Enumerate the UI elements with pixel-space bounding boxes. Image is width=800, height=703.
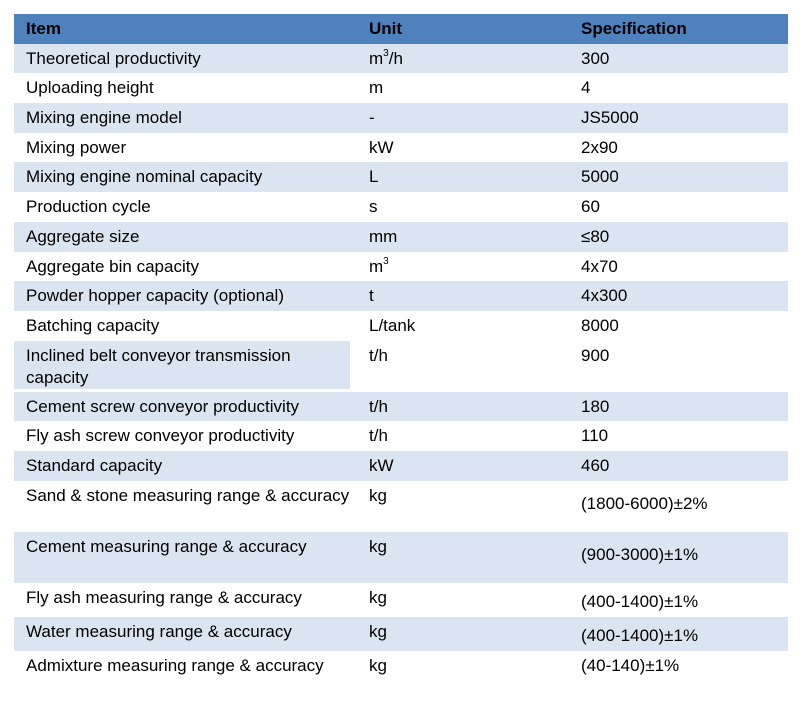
row-item: Mixing power bbox=[26, 137, 127, 157]
row-item: Sand & stone measuring range & accuracy bbox=[26, 485, 350, 505]
row-item: Fly ash screw conveyor productivity bbox=[26, 426, 295, 446]
row-unit: L/tank bbox=[369, 315, 416, 335]
row-spec: 180 bbox=[581, 396, 610, 416]
row-unit: $m^3$ bbox=[369, 255, 389, 276]
row-unit: mm bbox=[369, 226, 398, 246]
row-spec: 4x70 bbox=[581, 256, 618, 276]
row-item: Cement screw conveyor productivity bbox=[26, 396, 300, 416]
row-spec: (40-140)±1% bbox=[581, 655, 680, 675]
row-item: Mixing engine model bbox=[26, 108, 182, 128]
table-row bbox=[14, 44, 788, 74]
row-unit: kg bbox=[369, 587, 387, 607]
table-row bbox=[14, 532, 788, 583]
table-header-row bbox=[14, 14, 788, 44]
table-row bbox=[14, 583, 788, 617]
row-item: Fly ash measuring range & accuracy bbox=[26, 587, 302, 607]
row-item: Aggregate bin capacity bbox=[26, 256, 199, 276]
table-row bbox=[14, 73, 788, 103]
row-unit: L bbox=[369, 167, 379, 187]
specification-table bbox=[14, 14, 788, 702]
row-item: Mixing engine nominal capacity bbox=[26, 167, 263, 187]
row-spec: 4x300 bbox=[581, 286, 628, 306]
row-spec: JS5000 bbox=[581, 108, 639, 128]
table-row bbox=[14, 651, 788, 702]
table-row bbox=[14, 451, 788, 481]
row-spec: (1800-6000)±2% bbox=[581, 493, 708, 513]
row-unit: kW bbox=[369, 455, 394, 475]
row-unit: t/h bbox=[369, 396, 388, 416]
row-spec: 110 bbox=[581, 426, 609, 446]
row-item: Cement measuring range & accuracy bbox=[26, 536, 307, 556]
row-spec: 8000 bbox=[581, 315, 619, 335]
row-item: Powder hopper capacity (optional) bbox=[26, 286, 284, 306]
row-spec: 60 bbox=[581, 197, 600, 217]
row-spec: ≤80 bbox=[581, 226, 610, 246]
table-row bbox=[14, 392, 788, 422]
row-spec: (400-1400)±1% bbox=[581, 591, 699, 611]
row-spec: (400-1400)±1% bbox=[581, 625, 699, 645]
row-unit: $m^3/h$ bbox=[369, 47, 403, 68]
row-spec: 4 bbox=[581, 78, 591, 98]
table-row bbox=[14, 281, 788, 311]
row-item: Admixture measuring range & accuracy bbox=[26, 655, 324, 675]
table-row bbox=[14, 481, 788, 532]
row-spec: 300 bbox=[581, 48, 610, 68]
table-row bbox=[14, 341, 788, 392]
row-unit: kg bbox=[369, 536, 387, 556]
row-item: Theoretical productivity bbox=[26, 48, 201, 68]
row-unit: s bbox=[369, 197, 378, 217]
row-unit: - bbox=[369, 108, 375, 128]
row-unit: m bbox=[369, 78, 384, 98]
row-unit: t/h bbox=[369, 426, 388, 446]
row-item: Uploading height bbox=[26, 78, 154, 98]
row-item: Water measuring range & accuracy bbox=[26, 621, 292, 641]
header-specification: Specification bbox=[581, 18, 687, 38]
row-unit: t/h bbox=[359, 341, 569, 392]
table-row bbox=[14, 162, 788, 192]
table-row bbox=[14, 103, 788, 133]
row-item: Aggregate size bbox=[26, 226, 140, 246]
row-spec: 900 bbox=[569, 341, 788, 392]
table-row bbox=[14, 252, 788, 282]
row-item: Inclined belt conveyor transmission capacity bbox=[14, 341, 350, 389]
row-unit: kW bbox=[369, 137, 394, 157]
row-spec: (900-3000)±1% bbox=[581, 544, 699, 564]
header-unit: Unit bbox=[369, 18, 403, 38]
row-item: Standard capacity bbox=[26, 455, 163, 475]
row-unit: t bbox=[369, 286, 374, 306]
row-item: Production cycle bbox=[26, 197, 151, 217]
row-unit: kg bbox=[369, 621, 387, 641]
row-spec: 2x90 bbox=[581, 137, 618, 157]
row-spec: 460 bbox=[581, 455, 610, 475]
table-row bbox=[14, 311, 788, 341]
header-item: Item bbox=[26, 18, 61, 38]
row-item: Batching capacity bbox=[26, 315, 160, 335]
table-row bbox=[14, 421, 788, 451]
row-unit: kg bbox=[369, 485, 387, 505]
table-row bbox=[14, 222, 788, 252]
table-row bbox=[14, 133, 788, 163]
table-row bbox=[14, 617, 788, 651]
row-unit: kg bbox=[369, 655, 387, 675]
table-row bbox=[14, 192, 788, 222]
row-spec: 5000 bbox=[581, 167, 619, 187]
